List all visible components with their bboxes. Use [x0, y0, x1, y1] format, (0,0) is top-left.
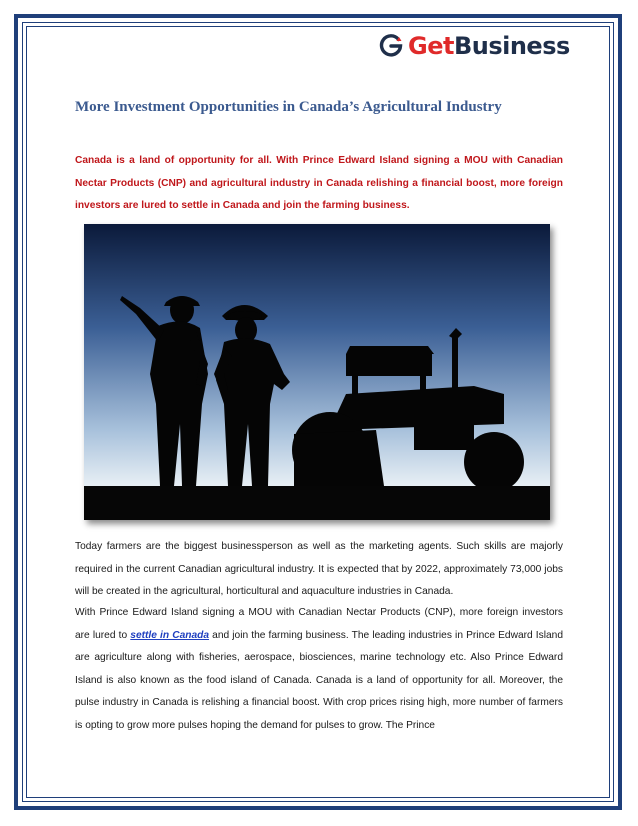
settle-in-canada-link[interactable]: settle in Canada: [130, 629, 210, 641]
article-paragraph-1: Today farmers are the biggest businessperson as well as the marketing agents. Such skills are majorly required in the current Canadian agricultural industry. It is expected that by 2022, approximately 73,000 jobs will be created in the agricultural, horticultural and aquaculture industries in Canada.: [75, 541, 563, 597]
article-intro: Canada is a land of opportunity for all. With Prince Edward Island signing a MOU with Canadian Nectar Products (CNP) and agricultural industry in Canada relishing a financial boost, more foreign investors are lured to settle in Canada and join the farming business.: [75, 155, 563, 211]
getbusiness-logo-icon: [378, 33, 404, 59]
paragraph-2-text-after-link: and join the farming business. The leading industries in Prince Edward Island are agriculture along with fisheries, aerospace, biosciences, marine technology etc. Also Prince Edward Island is also known as the food island of Canada. Canada is a land of opportunity for all. Moreover, the pulse industry in Canada is relishing a financial boost. With crop prices rising high, more number of farmers is opting to grow more pulses hoping the demand for pulses to grow. The Prince: [75, 629, 563, 731]
article-title: More Investment Opportunities in Canada’s Agricultural Industry: [75, 99, 502, 115]
logo-text-get: Get: [408, 32, 454, 60]
getbusiness-logo[interactable]: [378, 33, 570, 59]
logo-text-business: Business: [453, 32, 570, 60]
paragraph-2-text-before-link: With Prince Edward Island signing a MOU with Canadian Nectar Products (CNP), more foreign investors are lured to: [75, 607, 563, 641]
farmers-tractor-silhouette-image: [84, 224, 550, 520]
article-paragraph-2: [75, 602, 563, 737]
